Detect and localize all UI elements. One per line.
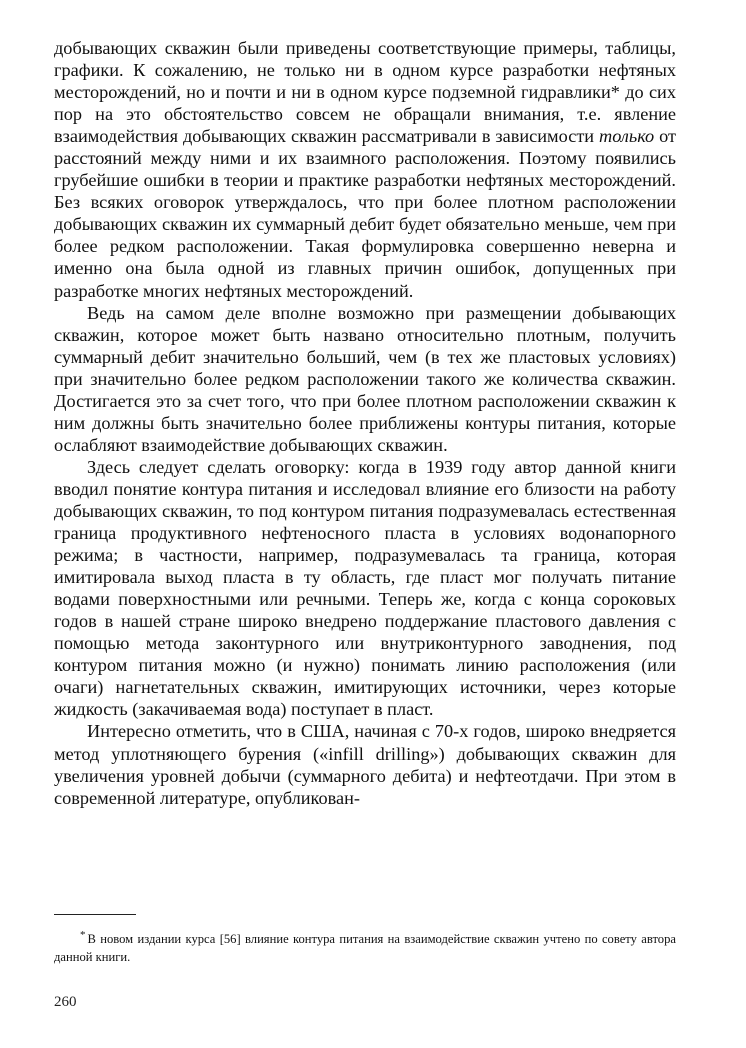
paragraph-3: Здесь следует сделать оговорку: когда в 1939 году автор данной книги вводил понятие контура питания и исследовал влияние его близости на работу добывающих скважин, то под контуром питания подразумевалась естественная граница продуктивного нефтеносного пласта в условиях водонапорного режима; в частности, например, подразумевалась та граница, которая имитировала выход пласта в ту область, где пласт мог получать питание водами поверхностными или речными. Теперь же, когда с конца сороковых годов в нашей стране широко внедрено поддержание пластового давления с помощью метода законтурного или внутриконтурного заводнения, под контуром питания можно (и нужно) понимать линию расположения (или очаги) нагнетательных скважин, имитирующих источники, через которые жидкость (закачиваемая вода) поступает в пласт.	[54, 456, 676, 720]
paragraph-1-italic: только	[599, 126, 655, 147]
paragraph-1-text-b: от расстояний между ними и их взаимного расположения. Поэтому появились грубейшие ошибки в теории и практике разработки нефтяных месторождений. Без всяких оговорок утверждалось, что при более плотном расположении добывающих скважин их суммарный дебит будет обязательно меньше, чем при более редком расположении. Такая формулировка совершенно неверна и именно она была одной из главных причин ошибок, допущенных при разработке многих нефтяных месторождений.	[54, 126, 677, 301]
paragraph-2: Ведь на самом деле вполне возможно при размещении добывающих скважин, которое может быть названо относительно плотным, получить суммарный дебит значительно больший, чем (в тех же пластовых условиях) при значительно более редком расположении такого же количества скважин. Достигается это за счет того, что при более плотном расположении скважин к ним должны быть значительно более приближены контуры питания, которые ослабляют взаимодействие добывающих скважин.	[54, 302, 676, 455]
footnote-marker: *	[80, 929, 86, 941]
paragraph-1-text-a: добывающих скважин были приведены соответствующие примеры, таблицы, графики. К сожалению, не только ни в одном курсе разработки нефтяных месторождений, но и почти и ни в одном курсе подземной гидравлики* до сих пор на это обстоятельство совсем не обращали внимания, т.е. явление взаимодействия добывающих скважин рассматривали в зависимости	[54, 38, 676, 147]
page-body	[54, 37, 676, 809]
footnote	[54, 931, 676, 966]
page-number: 260	[54, 994, 77, 1010]
paragraph-1	[54, 37, 676, 302]
footnote-divider	[54, 914, 136, 915]
paragraph-4: Интересно отметить, что в США, начиная с 70-х годов, широко внедряется метод уплотняющего бурения («infill drilling») добывающих скважин для увеличения уровней добычи (суммарного дебита) и нефтеотдачи. При этом в современной литературе, опубликован-	[54, 721, 676, 808]
footnote-text: В новом издании курса [56] влияние контура питания на взаимодействие скважин учтено по совету автора данной книги.	[54, 932, 676, 964]
